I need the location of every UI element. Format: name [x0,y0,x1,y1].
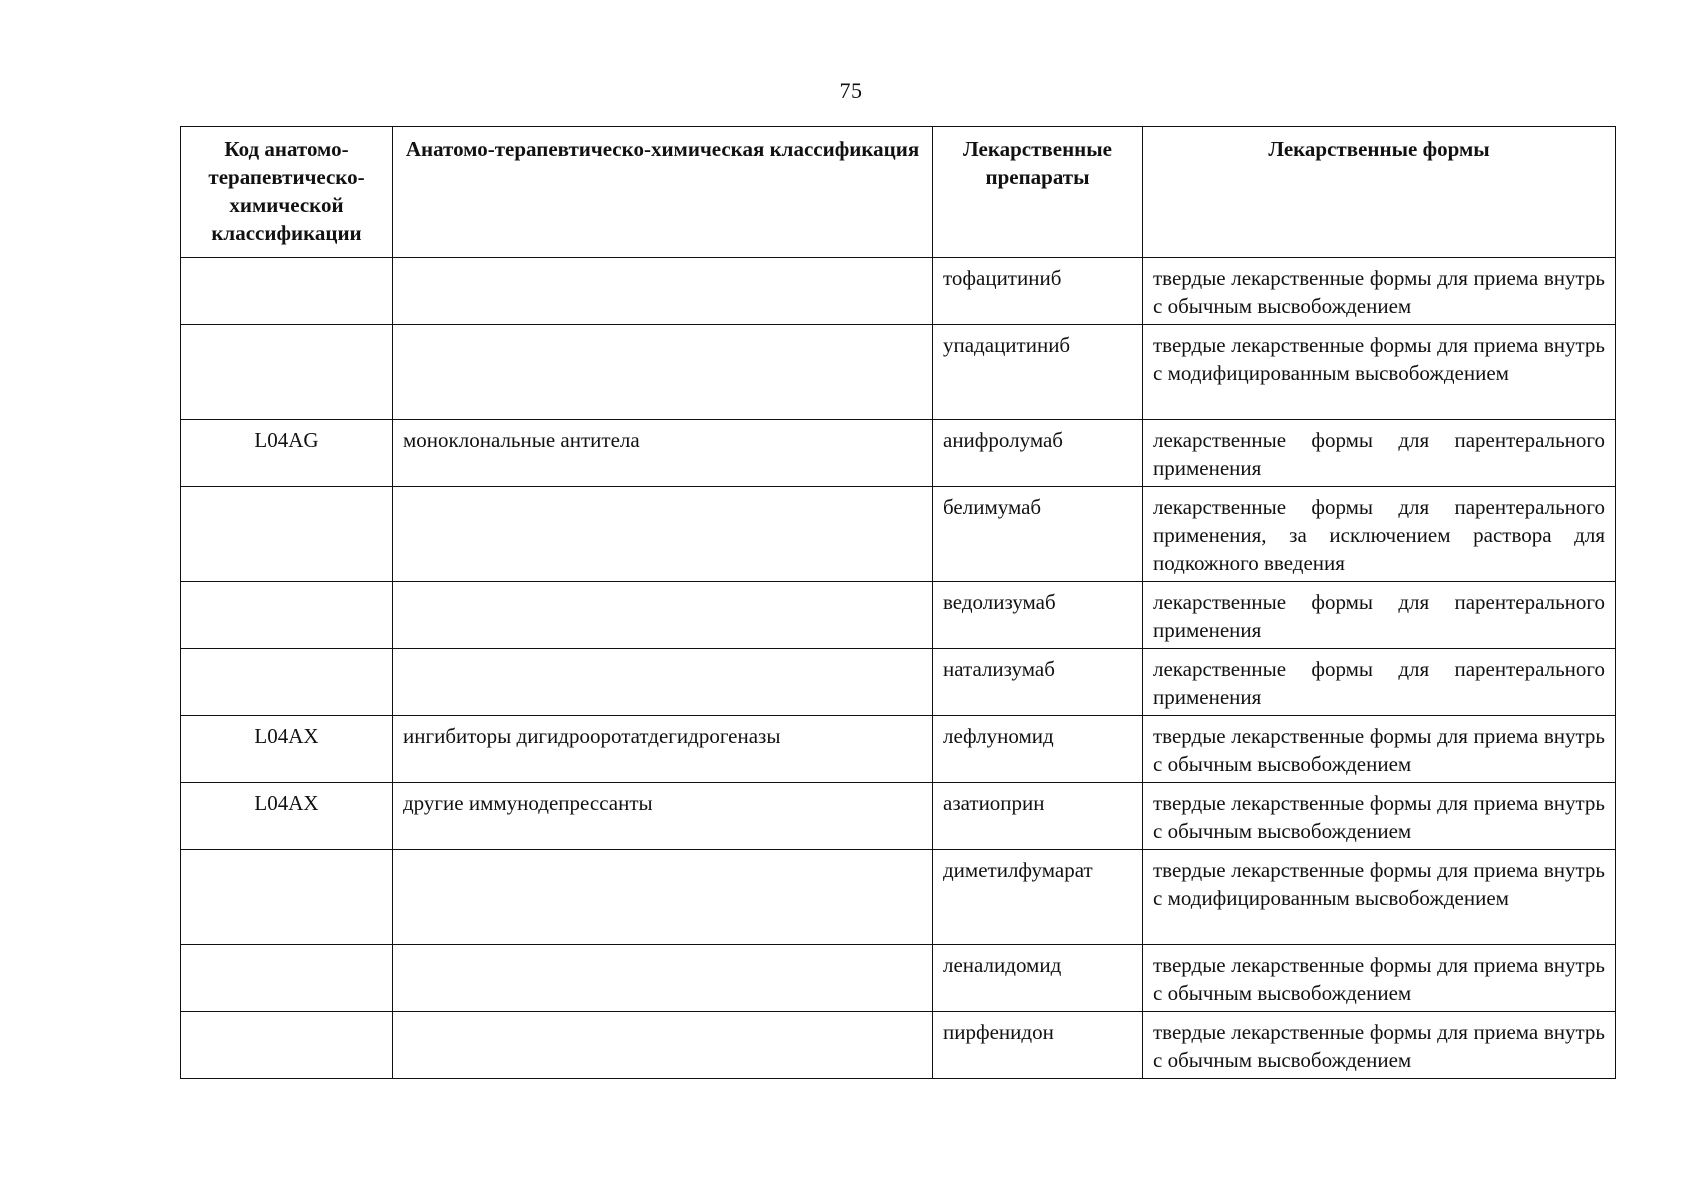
atc-code-cell [181,945,393,1012]
dosage-form-cell: твердые лекарственные формы для приема внутрь с обычным высвобождением [1143,783,1616,850]
classification-cell [393,649,933,716]
table-header-row [181,127,1616,258]
atc-code-cell [181,850,393,945]
drug-cell: тофацитиниб [933,258,1143,325]
table-row [181,649,1616,716]
atc-code-cell [181,487,393,582]
dosage-form-cell: лекарственные формы для парентерального применения, за исключением раствора для подкожного введения [1143,487,1616,582]
atc-code-cell [181,325,393,420]
table-row [181,945,1616,1012]
drug-cell: белимумаб [933,487,1143,582]
classification-cell [393,1012,933,1079]
table-row [181,850,1616,945]
drug-cell: лефлуномид [933,716,1143,783]
dosage-form-cell: твердые лекарственные формы для приема внутрь с обычным высвобождением [1143,258,1616,325]
atc-code-cell: L04AX [181,716,393,783]
dosage-form-cell: твердые лекарственные формы для приема внутрь с обычным высвобождением [1143,1012,1616,1079]
drug-cell: натализумаб [933,649,1143,716]
table-row [181,325,1616,420]
drug-cell: упадацитиниб [933,325,1143,420]
table-row [181,783,1616,850]
dosage-form-cell: лекарственные формы для парентерального применения [1143,420,1616,487]
table-row [181,716,1616,783]
table-row [181,420,1616,487]
classification-cell [393,258,933,325]
atc-code-cell [181,258,393,325]
dosage-form-cell: твердые лекарственные формы для приема внутрь с обычным высвобождением [1143,716,1616,783]
drug-cell: азатиоприн [933,783,1143,850]
classification-cell: ингибиторы дигидрооротатдегидрогеназы [393,716,933,783]
atc-code-cell: L04AX [181,783,393,850]
drug-cell: диметилфумарат [933,850,1143,945]
dosage-form-cell: твердые лекарственные формы для приема внутрь с обычным высвобождением [1143,945,1616,1012]
drug-cell: леналидомид [933,945,1143,1012]
table-row [181,582,1616,649]
classification-cell: другие иммунодепрессанты [393,783,933,850]
table-row [181,258,1616,325]
atc-drug-table [180,126,1616,1079]
atc-code-cell [181,1012,393,1079]
classification-cell [393,487,933,582]
table-row [181,487,1616,582]
table-row [181,1012,1616,1079]
header-dosage-forms: Лекарственные формы [1143,127,1616,258]
header-drugs: Лекарственные препараты [933,127,1143,258]
atc-code-cell: L04AG [181,420,393,487]
header-atc-classification: Анатомо-терапевтическо-химическая классификация [393,127,933,258]
classification-cell [393,582,933,649]
drug-cell: пирфенидон [933,1012,1143,1079]
atc-code-cell [181,582,393,649]
atc-code-cell [181,649,393,716]
header-atc-code: Код анатомо-терапевтическо-химической классификации [181,127,393,258]
classification-cell [393,945,933,1012]
dosage-form-cell: лекарственные формы для парентерального применения [1143,582,1616,649]
dosage-form-cell: лекарственные формы для парентерального применения [1143,649,1616,716]
page-number: 75 [839,78,863,103]
classification-cell [393,325,933,420]
dosage-form-cell: твердые лекарственные формы для приема внутрь с модифицированным высвобождением [1143,325,1616,420]
classification-cell [393,850,933,945]
dosage-form-cell: твердые лекарственные формы для приема внутрь с модифицированным высвобождением [1143,850,1616,945]
classification-cell: моноклональные антитела [393,420,933,487]
drug-cell: анифролумаб [933,420,1143,487]
drug-cell: ведолизумаб [933,582,1143,649]
